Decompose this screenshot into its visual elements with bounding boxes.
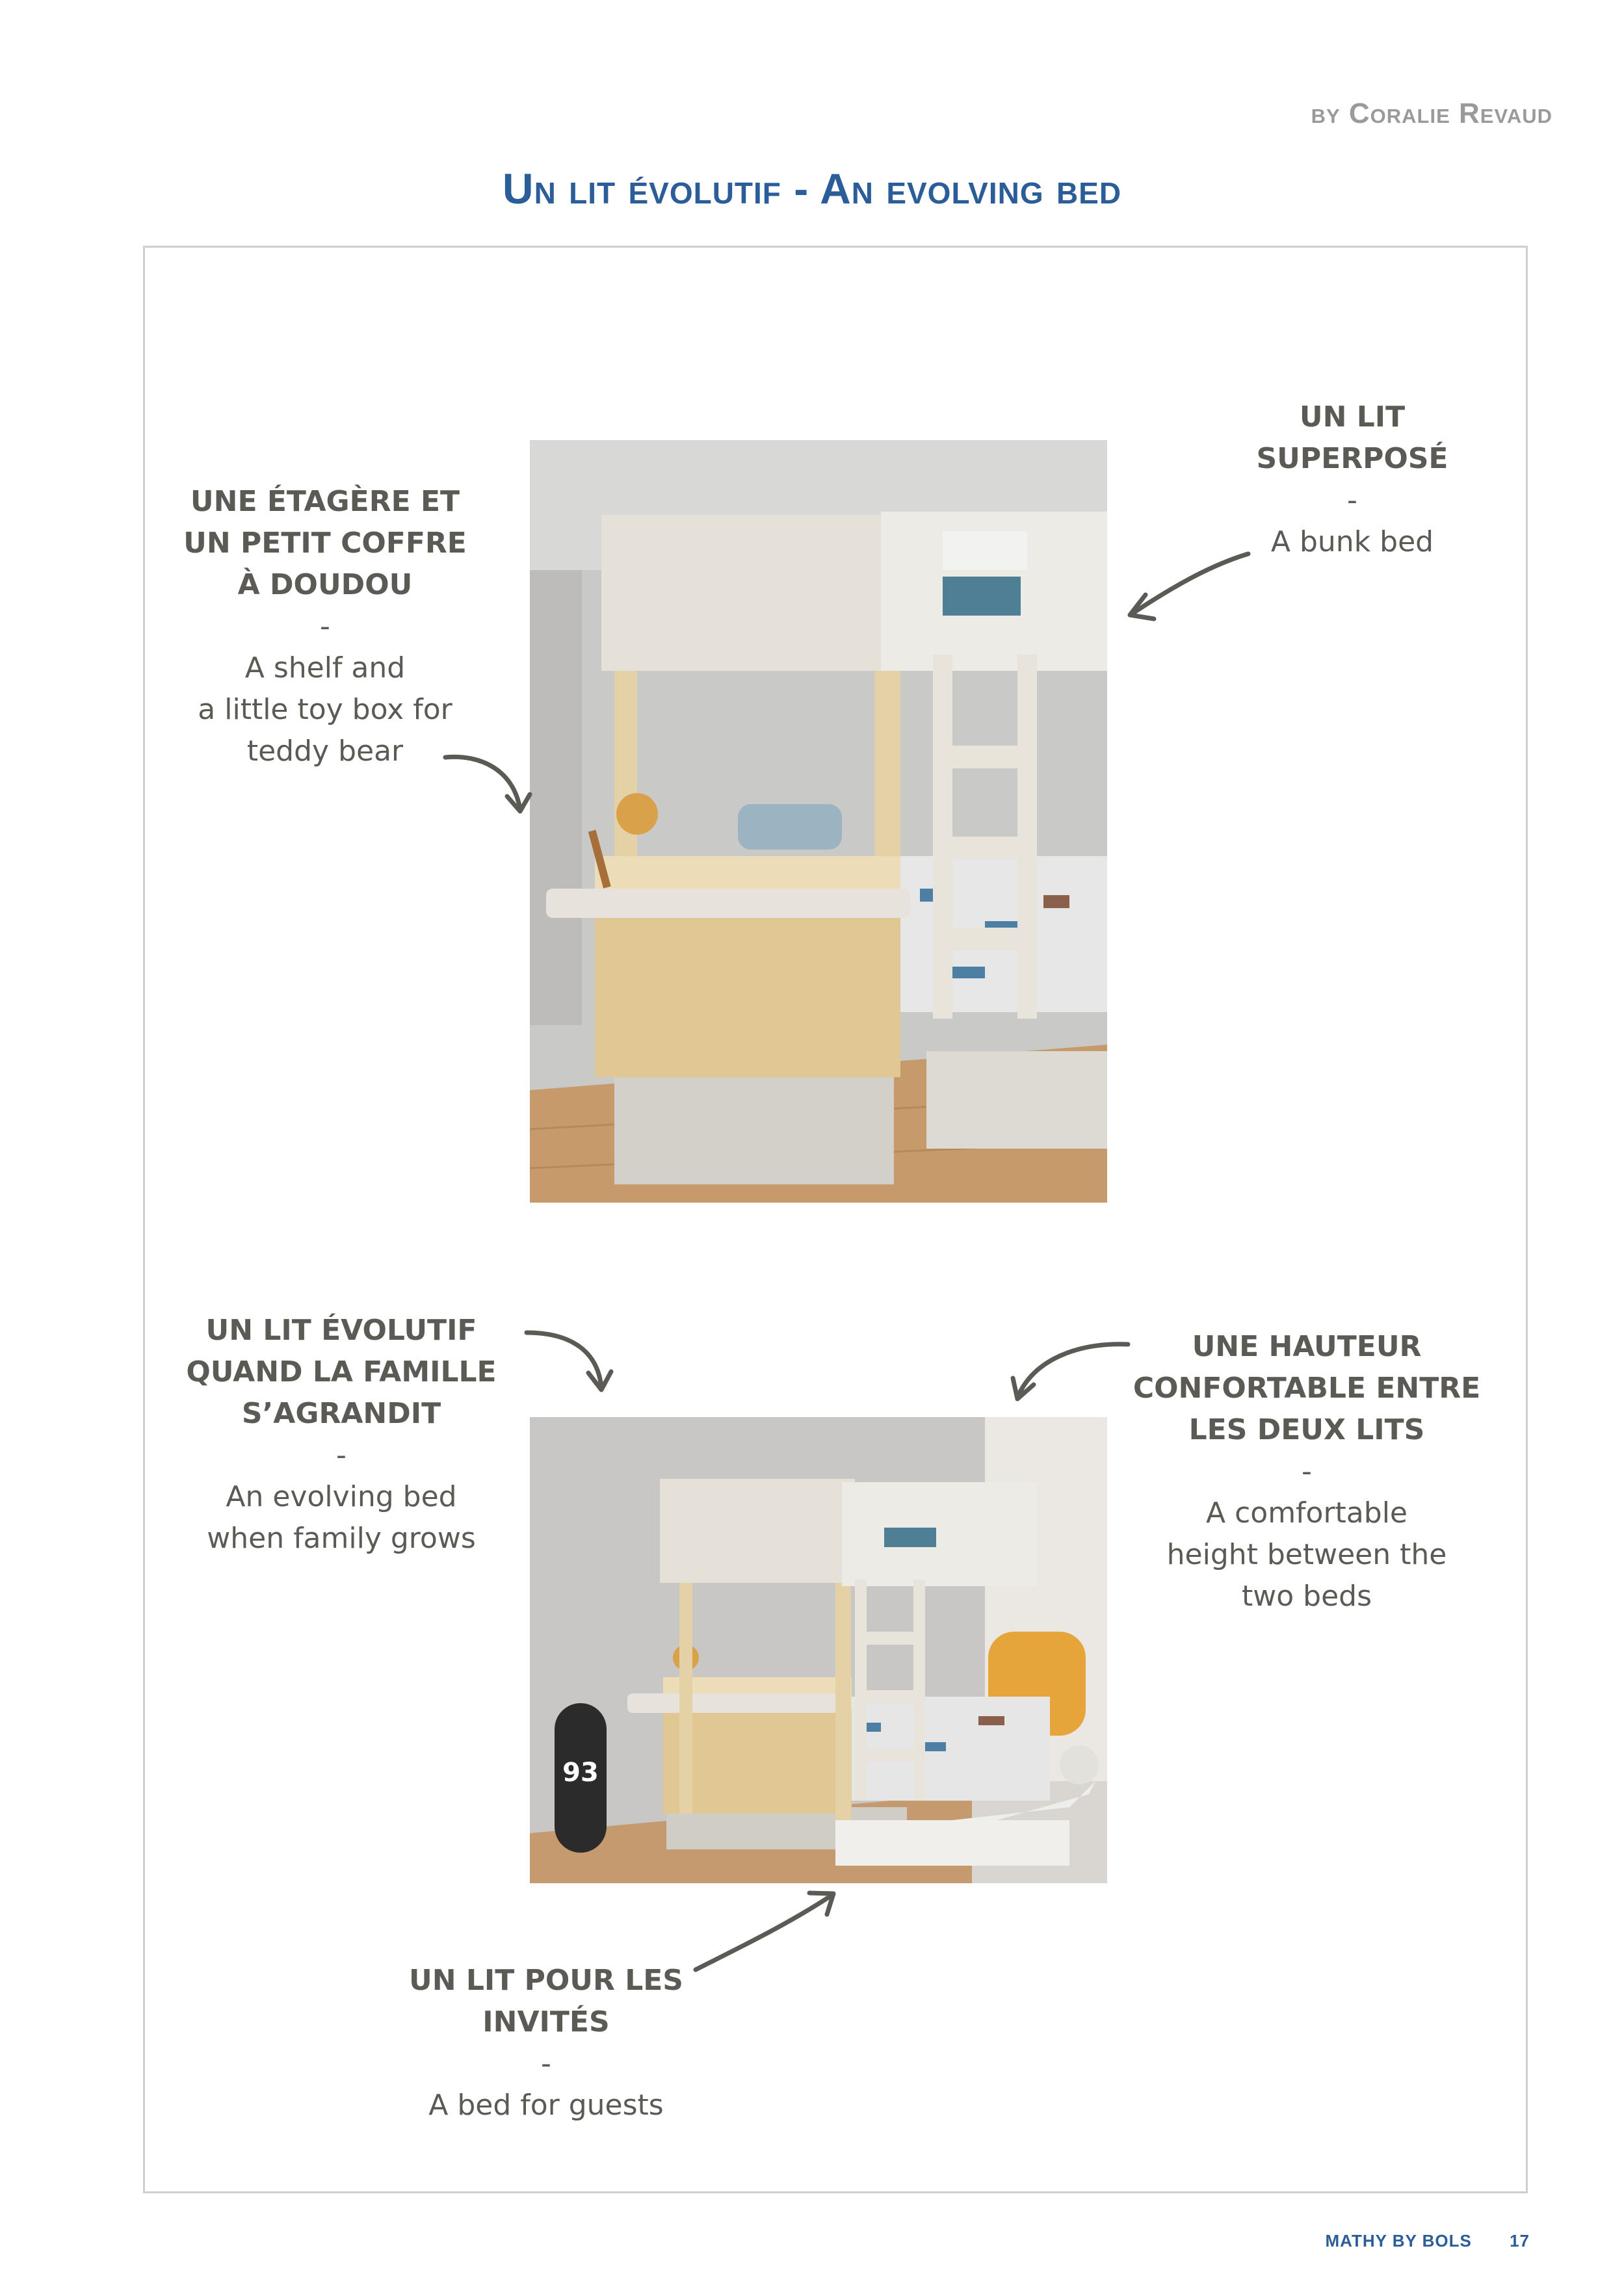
annotation-guests (364, 1960, 728, 2126)
annotation-height-fr: UNE HAUTEUR CONFORTABLE ENTRE LES DEUX LITS (1133, 1330, 1481, 1446)
annotation-bunk-fr: UN LIT SUPERPOSÉ (1256, 400, 1448, 475)
author-byline: by Coralie Revaud (1311, 98, 1552, 129)
page-number: 17 (1510, 2231, 1530, 2250)
annotation-guests-sep: - (541, 2047, 551, 2080)
annotation-guests-en: A bed for guests (428, 2089, 664, 2122)
annotation-bunk-en: A bunk bed (1270, 525, 1434, 558)
annotation-shelf-fr: UNE ÉTAGÈRE ET UN PETIT COFFRE À DOUDOU (183, 485, 467, 601)
annotation-bunk (1209, 397, 1495, 563)
annotation-evolving-fr: UN LIT ÉVOLUTIF QUAND LA FAMILLE S’AGRANDIT (186, 1314, 497, 1430)
annotation-evolving-sep: - (336, 1439, 347, 1472)
annotation-height-sep: - (1302, 1455, 1312, 1488)
annotation-guests-fr: UN LIT POUR LES INVITÉS (409, 1964, 683, 2039)
annotation-height (1105, 1326, 1508, 1617)
annotation-shelf (163, 481, 488, 772)
annotation-evolving (166, 1310, 517, 1559)
skateboard-number: 93 (562, 1758, 599, 1788)
annotation-shelf-en: A shelf and a little toy box for teddy bear (198, 651, 452, 768)
page-footer (1325, 2231, 1530, 2251)
annotation-bunk-sep: - (1347, 484, 1357, 517)
annotation-evolving-en: An evolving bed when family grows (207, 1480, 476, 1555)
annotation-height-en: A comfortable height between the two beds (1166, 1496, 1447, 1613)
bunk-bed-photo (530, 440, 1107, 1203)
page-title: Un lit évolutif - An evolving bed (502, 164, 1122, 213)
footer-brand: MATHY BY BOLS (1325, 2231, 1472, 2250)
annotation-shelf-sep: - (320, 610, 330, 643)
evolving-bed-photo (530, 1417, 1107, 1883)
